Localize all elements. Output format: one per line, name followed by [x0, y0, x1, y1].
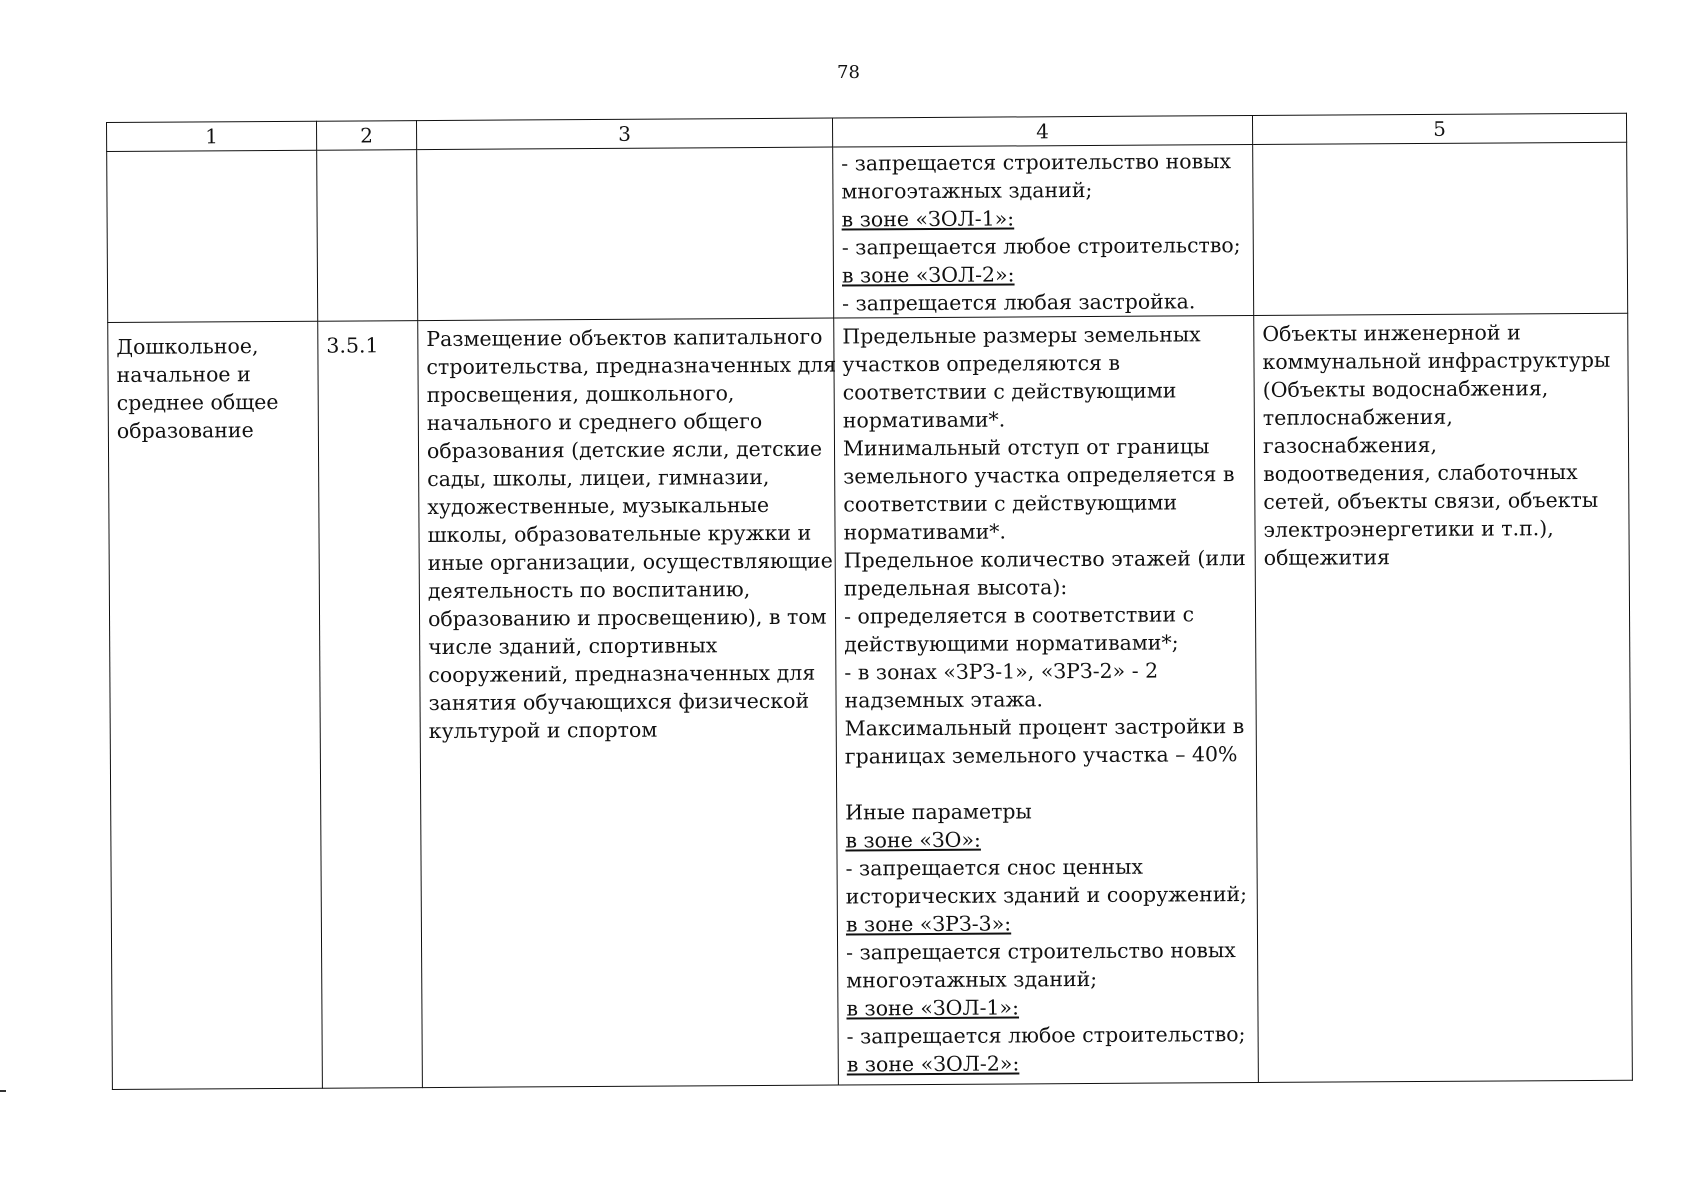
parameter-line: - запрещается любое строительство; — [846, 1022, 1246, 1049]
auxiliary-use-line: Объекты инженерной и — [1262, 320, 1521, 346]
parameter-line: исторических зданий и сооружений; — [845, 882, 1248, 909]
parameter-line: в зоне «ЗОЛ-1»: — [841, 206, 1015, 232]
parameter-line: соответствии с действующими — [842, 378, 1177, 405]
parameter-line: многоэтажных зданий; — [846, 966, 1098, 993]
cell-cont-col-1 — [107, 150, 318, 322]
land-use-name-line: начальное и — [116, 362, 251, 387]
description-line: художественные, музыкальные — [427, 492, 770, 520]
page-number: 78 — [837, 62, 860, 83]
parameter-line: Максимальный процент застройки в — [844, 714, 1245, 741]
auxiliary-use-line: газоснабжения, — [1262, 432, 1438, 458]
parameter-line: границах земельного участка – 40% — [844, 742, 1238, 769]
header-col-5: 5 — [1252, 113, 1626, 144]
parameter-line: нормативами*. — [842, 407, 1006, 433]
zoning-regulations-table — [106, 113, 1633, 1090]
table-row-continuation — [107, 142, 1628, 322]
parameter-line: - в зонах «ЗРЗ-1», «ЗРЗ-2» - 2 — [844, 658, 1159, 685]
parameter-line: - запрещается строительство новых — [846, 938, 1236, 965]
description-line: образованию и просвещению), в том — [427, 604, 827, 632]
cell-cont-col-4 — [833, 144, 1254, 318]
parameter-line: - запрещается строительство новых — [841, 149, 1232, 176]
description-line: сооружений, предназначенных для — [428, 660, 816, 688]
parameter-line: многоэтажных зданий; — [841, 177, 1093, 204]
parameter-line: - определяется в соответствии с — [843, 602, 1195, 629]
cell-land-use-type — [108, 321, 323, 1089]
parameter-line: Предельное количество этажей (или — [843, 546, 1246, 573]
description-line: начального и среднего общего — [426, 408, 763, 436]
parameter-line: действующими нормативами*; — [844, 630, 1179, 657]
parameter-line: Иные параметры — [845, 799, 1032, 825]
cell-cont-col-2 — [317, 150, 418, 322]
parameter-line: в зоне «ЗОЛ-2»: — [841, 262, 1015, 288]
auxiliary-use-line: общежития — [1263, 545, 1391, 570]
land-use-name-line: Дошкольное, — [116, 334, 259, 359]
parameter-line: участков определяются в — [842, 350, 1121, 377]
header-col-4: 4 — [832, 115, 1252, 147]
auxiliary-use-line: сетей, объекты связи, объекты — [1263, 487, 1599, 514]
auxiliary-use-line: теплоснабжения, — [1262, 404, 1453, 430]
parameter-line: земельного участка определяется в — [843, 462, 1235, 489]
description-line: просвещения, дошкольного, — [426, 381, 735, 408]
land-use-name-line: среднее общее — [116, 389, 279, 415]
scan-edge-mark — [0, 1090, 6, 1092]
parameter-line: Минимальный отступ от границы — [842, 434, 1210, 461]
parameter-line: в зоне «ЗОЛ-2»: — [846, 1051, 1020, 1077]
parameter-line: - запрещается снос ценных — [845, 854, 1144, 881]
auxiliary-use-line: электроэнергетики и т.п.), — [1263, 516, 1554, 542]
parameter-line: соответствии с действующими — [843, 490, 1178, 517]
header-col-1: 1 — [107, 121, 317, 151]
description-line: образования (детские ясли, детские — [426, 436, 823, 464]
parameter-line: в зоне «ЗОЛ-1»: — [846, 995, 1020, 1021]
parameter-line: - запрещается любое строительство; — [841, 233, 1241, 260]
land-use-name-line: образование — [116, 418, 254, 443]
description-line: Размещение объектов капитального — [426, 324, 823, 352]
auxiliary-use-line: водоотведения, слаботочных — [1263, 460, 1578, 486]
parameter-line: в зоне «ЗО»: — [845, 827, 981, 853]
description-line: сады, школы, лицеи, гимназии, — [427, 464, 770, 492]
description-line: числе зданий, спортивных — [428, 633, 718, 660]
description-line: строительства, предназначенных для — [426, 352, 837, 380]
cell-auxiliary-uses — [1254, 313, 1633, 1082]
cell-cont-col-5 — [1253, 142, 1628, 315]
auxiliary-use-line: (Объекты водоснабжения, — [1262, 376, 1549, 402]
paragraph-gap — [845, 768, 1248, 798]
header-col-3: 3 — [416, 118, 832, 150]
header-col-2: 2 — [316, 121, 416, 151]
parameter-line: в зоне «ЗРЗ-3»: — [845, 911, 1012, 937]
parameter-line: Предельные размеры земельных — [842, 322, 1201, 349]
parameter-line: нормативами*. — [843, 519, 1007, 545]
description-line: культурой и спортом — [428, 717, 658, 744]
parameter-line: надземных этажа. — [844, 687, 1044, 713]
description-line: иные организации, осуществляющие — [427, 548, 833, 576]
parameter-line: - запрещается любая застройка. — [842, 289, 1196, 316]
table-row-education — [108, 313, 1633, 1089]
cell-code: 3.5.1 — [318, 321, 423, 1089]
cell-description — [418, 318, 839, 1088]
cell-parameters — [834, 315, 1259, 1085]
description-line: занятия обучающихся физической — [428, 688, 810, 716]
parameter-line: предельная высота): — [843, 575, 1068, 601]
auxiliary-use-line: коммунальной инфраструктуры — [1262, 347, 1611, 374]
description-line: школы, образовательные кружки и — [427, 520, 812, 548]
description-line: деятельность по воспитанию, — [427, 577, 751, 604]
cell-cont-col-3 — [417, 147, 834, 321]
